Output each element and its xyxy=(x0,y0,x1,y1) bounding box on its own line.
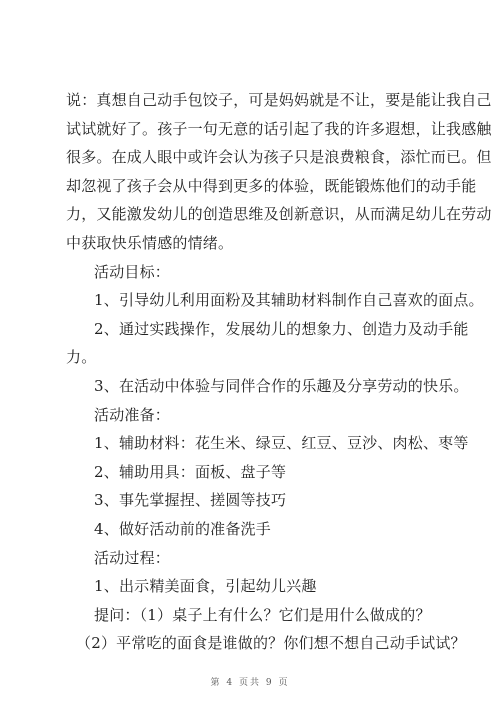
page-footer: 第 4 页共 9 页 xyxy=(210,678,290,688)
section-heading-preparation: 活动准备： xyxy=(94,405,171,424)
goal-item-1: 1、引导幼儿利用面粉及其辅助材料制作自己喜欢的面点。 xyxy=(94,291,484,310)
paragraph-line: 力，又能激发幼儿的创造思维及创新意识，从而满足幼儿在劳动 xyxy=(66,205,492,224)
document-body xyxy=(66,86,492,658)
paragraph-line: 说：真想自己动手包饺子，可是妈妈就是不让，要是能让我自己 xyxy=(66,91,492,109)
paragraph-line: 试试就好了。孩子一句无意的话引起了我的许多遐想，让我感触 xyxy=(66,119,492,138)
goal-item-2-continued: 力。 xyxy=(66,348,97,367)
paragraph-line: 很多。在成人眼中或许会认为孩子只是浪费粮食，添忙而已。但 xyxy=(66,148,492,167)
section-heading-goals: 活动目标： xyxy=(94,262,171,281)
paragraph-line: 却忽视了孩子会从中得到更多的体验，既能锻炼他们的动手能 xyxy=(66,176,477,195)
paragraph-line: 中获取快乐情感的情绪。 xyxy=(66,233,234,252)
preparation-item-1: 1、辅助材料：花生米、绿豆、红豆、豆沙、肉松、枣等 xyxy=(94,434,469,453)
process-question-1: 提问：（1）桌子上有什么？它们是用什么做成的？ xyxy=(94,605,431,624)
goal-item-2: 2、通过实践操作，发展幼儿的想象力、创造力及动手能 xyxy=(94,319,469,338)
preparation-item-2: 2、辅助用具：面板、盘子等 xyxy=(94,462,287,481)
process-question-2: （2）平常吃的面食是谁做的？你们想不想自己动手试试？ xyxy=(76,634,466,653)
section-heading-process: 活动过程： xyxy=(94,548,171,567)
preparation-item-3: 3、事先掌握捏、搓圆等技巧 xyxy=(94,491,287,510)
preparation-item-4: 4、做好活动前的准备洗手 xyxy=(94,519,271,538)
goal-item-3: 3、在活动中体验与同伴合作的乐趣及分享劳动的快乐。 xyxy=(94,376,469,395)
process-item-1: 1、出示精美面食，引起幼儿兴趣 xyxy=(94,577,317,596)
